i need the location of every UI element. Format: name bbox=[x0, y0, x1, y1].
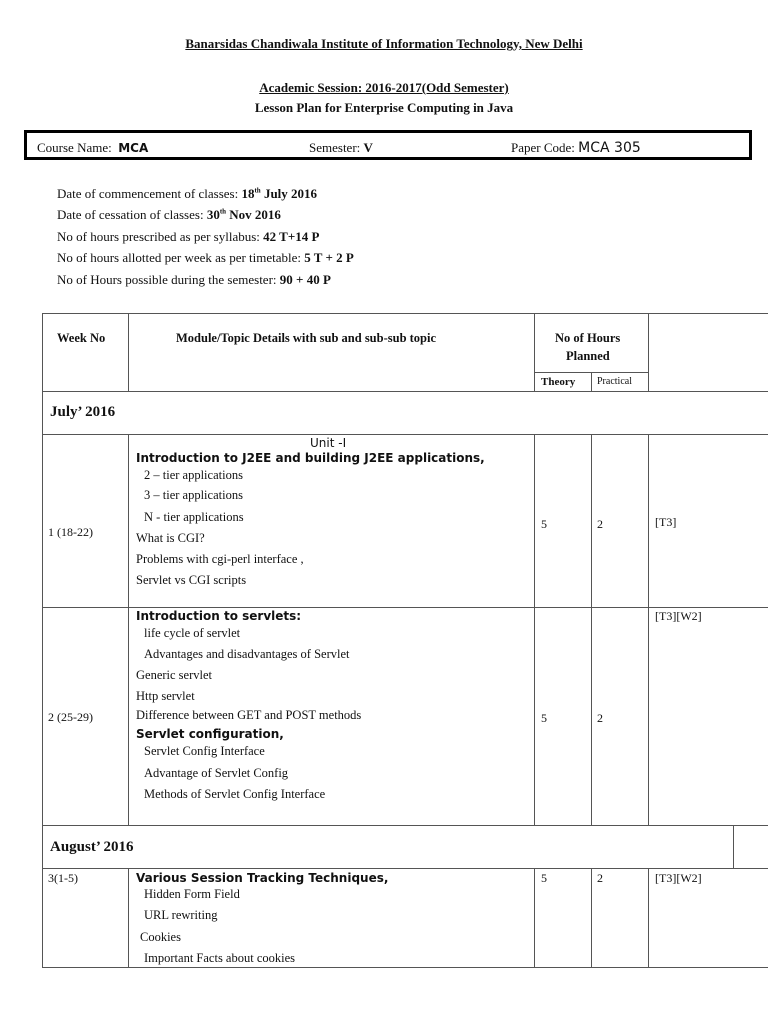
col-hours-header-planned: Planned bbox=[566, 349, 610, 363]
row2-reference: [T3][W2] bbox=[655, 609, 702, 623]
table-border bbox=[42, 391, 768, 392]
course-info-box bbox=[24, 130, 752, 160]
row2-topic-config: Servlet configuration, bbox=[136, 727, 284, 741]
institute-title: Banarsidas Chandiwala Institute of Information Technology, New Delhi bbox=[185, 36, 583, 51]
month-july: July’ 2016 bbox=[50, 404, 116, 420]
row1-subtopic: Problems with cgi-perl interface , bbox=[136, 552, 304, 566]
course-name-value: MCA bbox=[118, 141, 149, 155]
allotted-hours-line: No of hours allotted per week as per timetable: 5 T + 2 P bbox=[57, 250, 354, 265]
commencement-line: Date of commencement of classes: 18th July 2016 bbox=[57, 186, 318, 201]
row2-subtopic: Servlet Config Interface bbox=[144, 744, 265, 758]
row1-practical: 2 bbox=[597, 517, 603, 531]
row1-unit: Unit -I bbox=[310, 436, 347, 450]
table-border bbox=[534, 434, 535, 825]
row1-week: 1 (18-22) bbox=[48, 525, 93, 539]
row2-subtopic: life cycle of servlet bbox=[144, 626, 241, 640]
table-border bbox=[42, 607, 768, 608]
course-name: Course Name: MCA bbox=[37, 140, 149, 155]
row1-subtopic: Servlet vs CGI scripts bbox=[136, 573, 247, 587]
row2-subtopic: Advantages and disadvantages of Servlet bbox=[144, 647, 350, 661]
table-border bbox=[648, 868, 649, 967]
table-border bbox=[128, 313, 129, 391]
semester-value: V bbox=[363, 140, 373, 155]
table-border bbox=[128, 868, 129, 967]
col-topic-header: Module/Topic Details with sub and sub-sub topic bbox=[176, 331, 437, 345]
table-border bbox=[42, 434, 768, 435]
row1-subtopic: N - tier applications bbox=[144, 510, 244, 524]
row2-subtopic: Advantage of Servlet Config bbox=[144, 766, 289, 780]
row2-subtopic: Http servlet bbox=[136, 689, 195, 703]
month-august: August’ 2016 bbox=[50, 839, 134, 855]
row3-subtopic: URL rewriting bbox=[144, 908, 218, 922]
row1-subtopic: 2 – tier applications bbox=[144, 468, 243, 482]
paper-code-value: MCA 305 bbox=[578, 140, 641, 156]
paper-code: Paper Code: MCA 305 bbox=[511, 140, 641, 156]
table-border bbox=[591, 372, 592, 391]
col-hours-header: No of Hours bbox=[555, 331, 621, 345]
possible-hours-line: No of Hours possible during the semester: 90 + 40 P bbox=[57, 272, 331, 287]
row3-week: 3(1-5) bbox=[48, 871, 78, 885]
row1-reference: [T3] bbox=[655, 515, 677, 529]
row2-practical: 2 bbox=[597, 711, 603, 725]
row1-topic: Introduction to J2EE and building J2EE applications, bbox=[136, 451, 485, 465]
table-border bbox=[42, 868, 768, 869]
prescribed-hours-line: No of hours prescribed as per syllabus: 42 T+14 P bbox=[57, 229, 320, 244]
cessation-line: Date of cessation of classes: 30th Nov 2016 bbox=[57, 207, 281, 222]
row2-subtopic: Difference between GET and POST methods bbox=[136, 708, 362, 722]
table-border bbox=[733, 825, 734, 868]
academic-session: Academic Session: 2016-2017(Odd Semester) bbox=[259, 80, 509, 95]
table-border bbox=[648, 434, 649, 825]
row2-topic: Introduction to servlets: bbox=[136, 609, 302, 623]
table-border bbox=[534, 868, 535, 967]
row1-subtopic: 3 – tier applications bbox=[144, 488, 243, 502]
row3-subtopic: Important Facts about cookies bbox=[144, 951, 296, 965]
table-border bbox=[534, 313, 535, 391]
table-border bbox=[128, 434, 129, 825]
col-practical-header: Practical bbox=[597, 376, 632, 387]
lesson-plan-title: Lesson Plan for Enterprise Computing in Java bbox=[254, 100, 514, 115]
table-border bbox=[42, 313, 768, 314]
row2-subtopic: Generic servlet bbox=[136, 668, 213, 682]
row2-week: 2 (25-29) bbox=[48, 710, 93, 724]
col-week-header: Week No bbox=[57, 331, 106, 345]
table-border bbox=[42, 313, 43, 968]
row3-subtopic: Hidden Form Field bbox=[144, 887, 240, 901]
table-border bbox=[591, 868, 592, 967]
row2-theory: 5 bbox=[541, 711, 547, 725]
table-border bbox=[42, 825, 768, 826]
row3-topic: Various Session Tracking Techniques, bbox=[136, 871, 389, 885]
table-border bbox=[591, 434, 592, 825]
table-border bbox=[42, 967, 768, 968]
row1-theory: 5 bbox=[541, 517, 547, 531]
row3-practical: 2 bbox=[597, 871, 603, 885]
row3-subtopic: Cookies bbox=[140, 930, 181, 944]
row3-reference: [T3][W2] bbox=[655, 871, 702, 885]
table-border bbox=[648, 313, 649, 391]
row1-subtopic: What is CGI? bbox=[136, 531, 205, 545]
col-theory-header: Theory bbox=[541, 376, 576, 388]
row2-subtopic: Methods of Servlet Config Interface bbox=[144, 787, 326, 801]
semester: Semester: V bbox=[309, 140, 373, 155]
row3-theory: 5 bbox=[541, 871, 547, 885]
